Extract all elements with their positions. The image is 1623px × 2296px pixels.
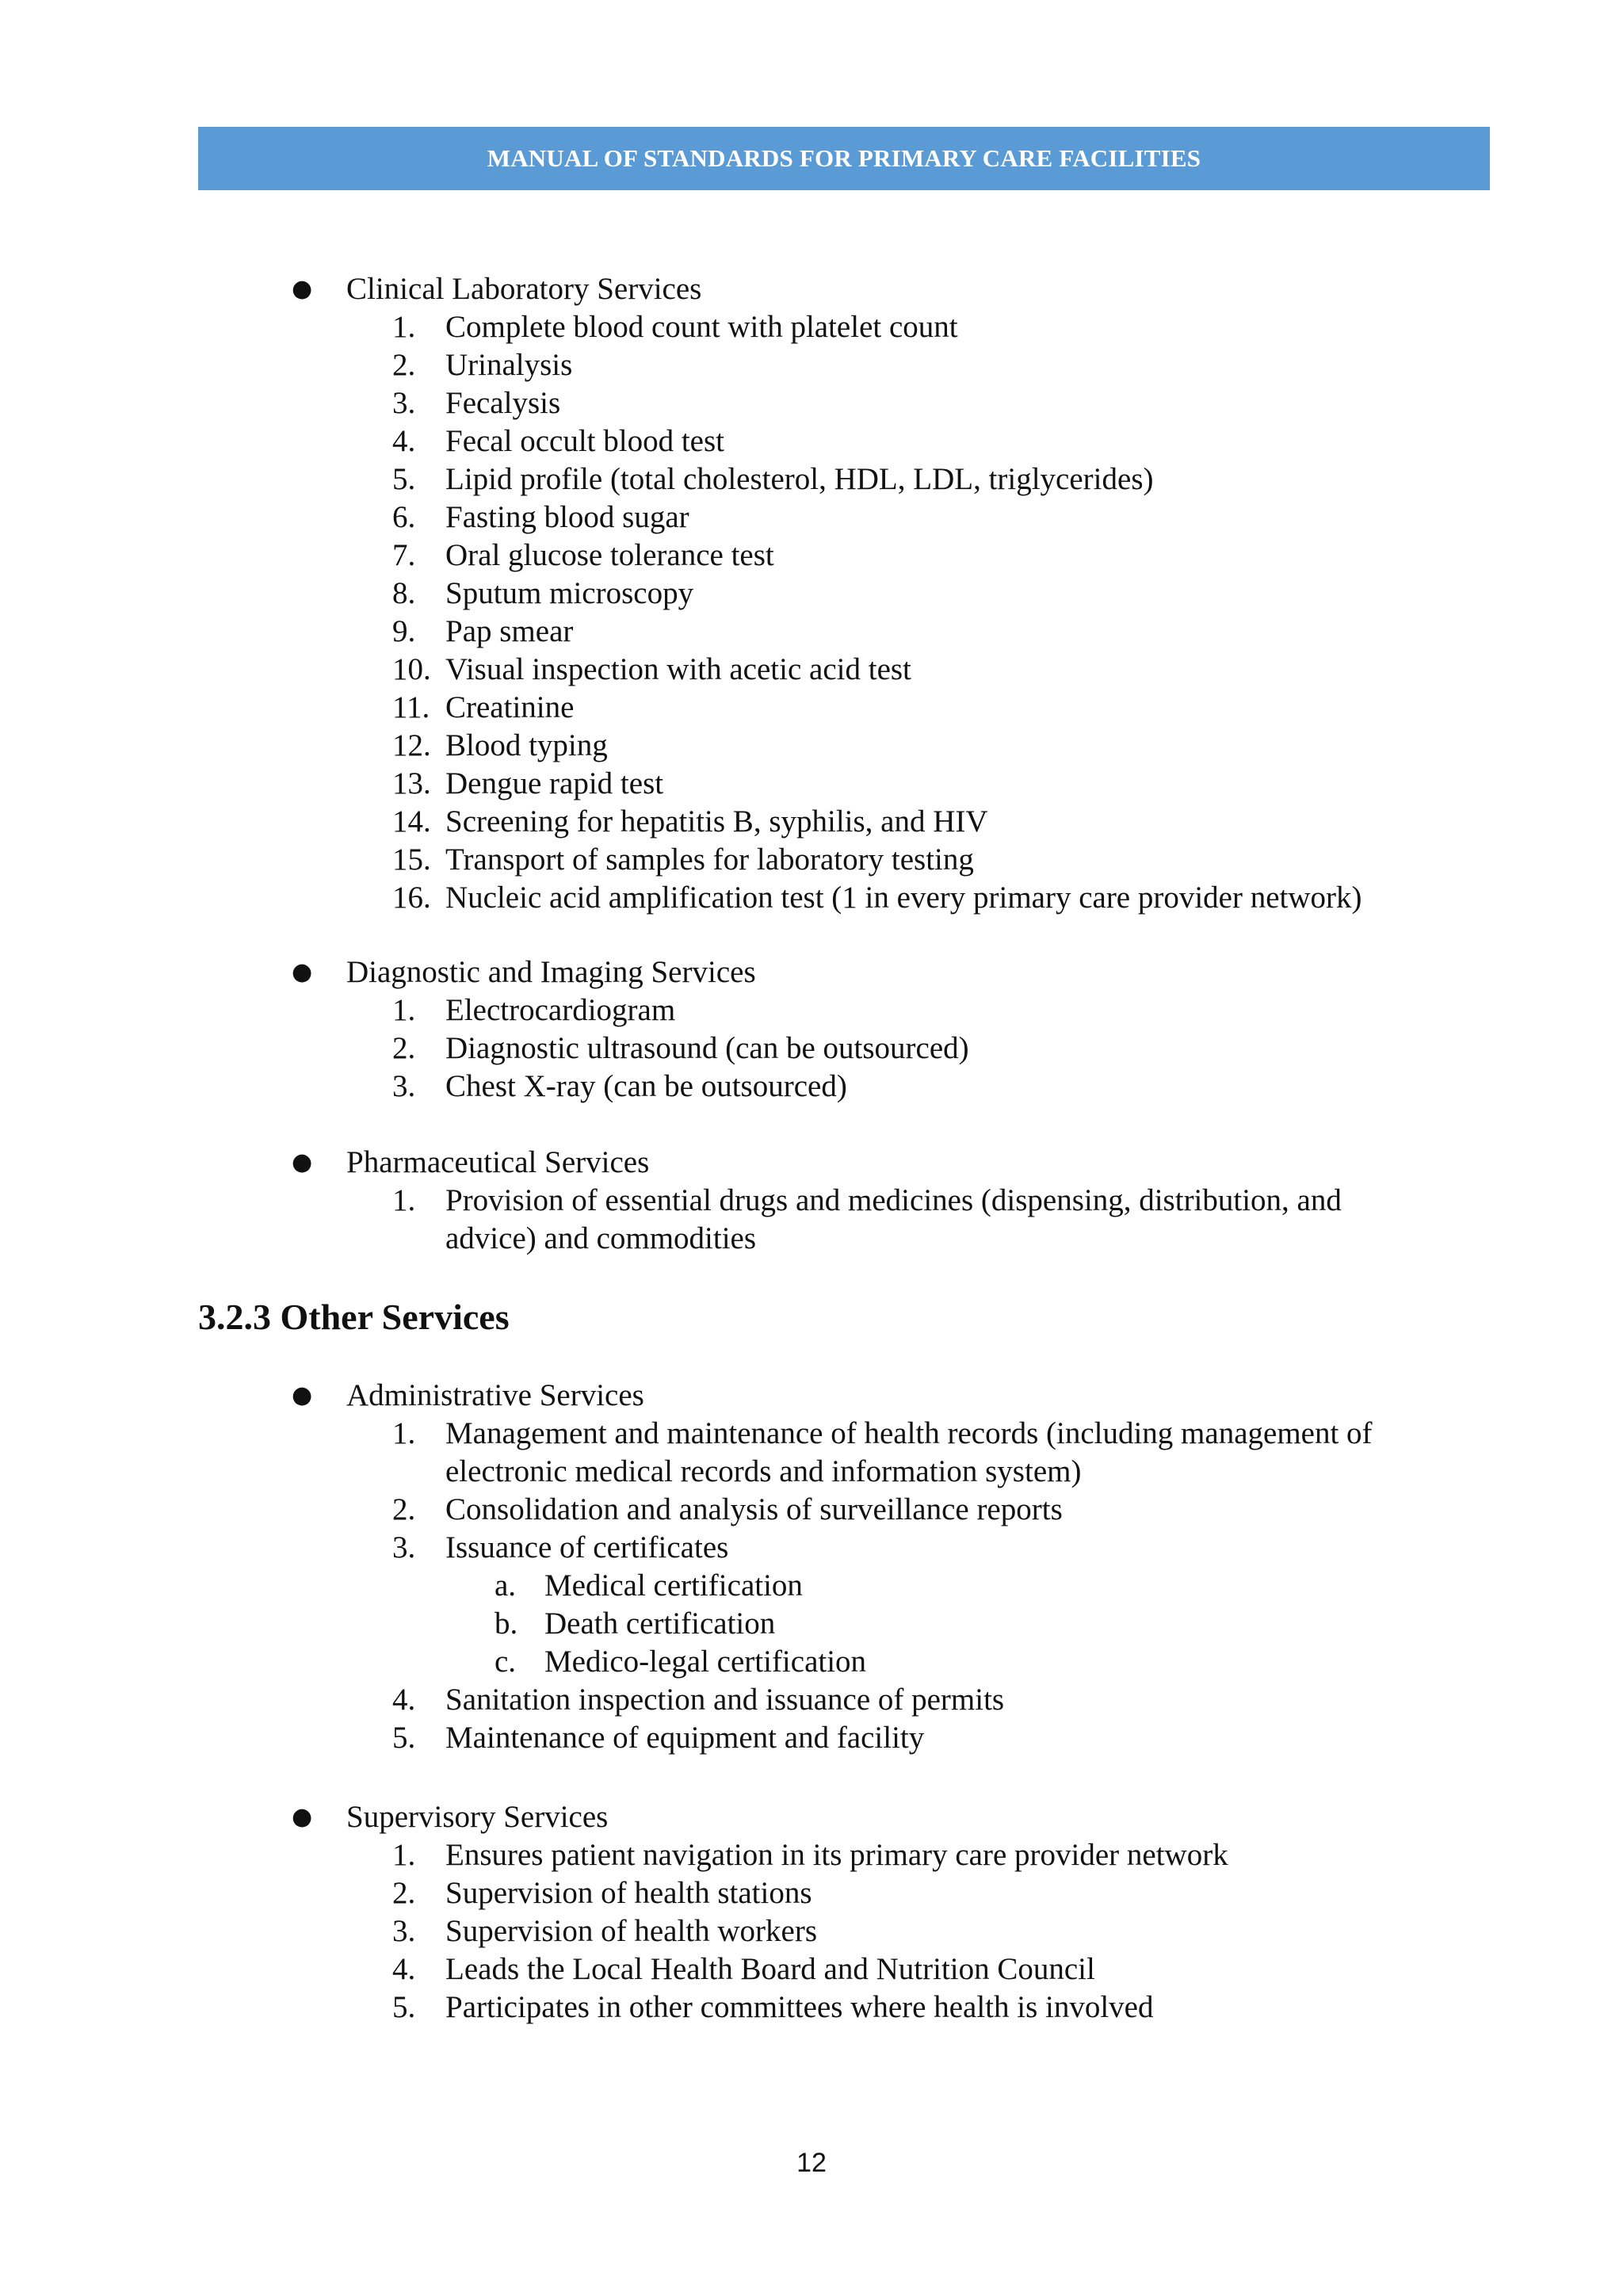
item-number: 1. bbox=[392, 993, 416, 1027]
section-title: Administrative Services bbox=[346, 1378, 644, 1412]
item-text: Urinalysis bbox=[445, 348, 573, 382]
item-text: Visual inspection with acetic acid test bbox=[445, 652, 911, 686]
item-number: 2. bbox=[392, 1031, 416, 1065]
item-text: Fasting blood sugar bbox=[445, 500, 689, 534]
item-text: Screening for hepatitis B, syphilis, and HIV bbox=[445, 804, 988, 839]
section-title: Pharmaceutical Services bbox=[346, 1145, 650, 1179]
sub-list-item bbox=[0, 1643, 1623, 1681]
item-text: Supervision of health workers bbox=[445, 1914, 817, 1948]
list-item bbox=[0, 1988, 1623, 2027]
list-item bbox=[0, 308, 1623, 346]
item-text: Blood typing bbox=[445, 728, 608, 762]
item-text: Creatinine bbox=[445, 690, 575, 724]
item-number: 4. bbox=[392, 1683, 416, 1717]
sub-item-letter: c. bbox=[495, 1645, 517, 1679]
list-item bbox=[0, 537, 1623, 575]
item-number: 5. bbox=[392, 1721, 416, 1755]
list-item bbox=[0, 499, 1623, 537]
item-number: 3. bbox=[392, 1069, 416, 1103]
item-number: 13. bbox=[392, 766, 431, 800]
list-item bbox=[0, 384, 1623, 422]
item-text: Participates in other committees where health is involved bbox=[445, 1990, 1154, 2024]
list-item bbox=[0, 689, 1623, 727]
item-text: Dengue rapid test bbox=[445, 766, 664, 800]
document-header bbox=[198, 127, 1490, 190]
item-number: 4. bbox=[392, 1952, 416, 1986]
sub-item-letter: a. bbox=[495, 1568, 517, 1603]
section-title: Clinical Laboratory Services bbox=[346, 272, 702, 306]
section-heading: 3.2.3 Other Services bbox=[198, 1297, 510, 1337]
bullet-icon: ● bbox=[292, 958, 313, 986]
list-item bbox=[0, 1912, 1623, 1950]
bullet-heading bbox=[0, 270, 1623, 308]
item-text: Pap smear bbox=[445, 614, 574, 648]
item-number: 14. bbox=[392, 804, 431, 839]
item-text: Fecalysis bbox=[445, 386, 561, 420]
item-text: Ensures patient navigation in its primary care provider network bbox=[445, 1838, 1228, 1872]
sub-list-item bbox=[0, 1567, 1623, 1605]
list-item bbox=[0, 1030, 1623, 1068]
list-item bbox=[0, 765, 1623, 803]
item-number: 3. bbox=[392, 1530, 416, 1564]
bullet-heading bbox=[0, 1144, 1623, 1182]
numbered-list bbox=[0, 308, 1623, 917]
list-item bbox=[0, 1950, 1623, 1988]
list-item bbox=[0, 1415, 1623, 1453]
item-text: Management and maintenance of health records (including management of bbox=[445, 1416, 1373, 1450]
list-item bbox=[0, 727, 1623, 765]
item-text: Maintenance of equipment and facility bbox=[445, 1721, 925, 1755]
item-number: 9. bbox=[392, 614, 416, 648]
bullet-icon: ● bbox=[292, 275, 313, 303]
item-number: 3. bbox=[392, 386, 416, 420]
item-number: 6. bbox=[392, 500, 416, 534]
list-item bbox=[0, 1182, 1623, 1220]
item-text: Oral glucose tolerance test bbox=[445, 538, 774, 572]
item-number: 5. bbox=[392, 1990, 416, 2024]
list-item bbox=[0, 346, 1623, 384]
list-item bbox=[0, 651, 1623, 689]
item-number: 1. bbox=[392, 1183, 416, 1217]
item-number: 16. bbox=[392, 881, 431, 915]
list-item bbox=[0, 841, 1623, 879]
item-text: Leads the Local Health Board and Nutrition Council bbox=[445, 1952, 1095, 1986]
item-number: 10. bbox=[392, 652, 431, 686]
item-text: Issuance of certificates bbox=[445, 1530, 729, 1564]
list-item bbox=[0, 1068, 1623, 1106]
item-number: 15. bbox=[392, 842, 431, 877]
section-title: Supervisory Services bbox=[346, 1800, 609, 1834]
item-text: Consolidation and analysis of surveillance reports bbox=[445, 1492, 1063, 1526]
section-pharmaceutical bbox=[0, 1144, 1623, 1258]
bullet-heading bbox=[0, 1798, 1623, 1836]
list-item bbox=[0, 1681, 1623, 1719]
item-number: 8. bbox=[392, 576, 416, 610]
list-item bbox=[0, 613, 1623, 651]
sub-item-letter: b. bbox=[495, 1606, 518, 1641]
numbered-list bbox=[0, 1836, 1623, 2027]
item-text: Lipid profile (total cholesterol, HDL, LDL, triglycerides) bbox=[445, 462, 1154, 496]
sub-item-text: Death certification bbox=[544, 1606, 776, 1641]
section-clinical-laboratory bbox=[0, 270, 1623, 917]
bullet-icon: ● bbox=[292, 1803, 313, 1831]
item-number: 7. bbox=[392, 538, 416, 572]
item-number: 2. bbox=[392, 1492, 416, 1526]
item-text: Provision of essential drugs and medicines (dispensing, distribution, and bbox=[445, 1183, 1342, 1217]
item-number: 1. bbox=[392, 1416, 416, 1450]
item-text: Complete blood count with platelet count bbox=[445, 310, 958, 344]
sub-item-text: Medical certification bbox=[544, 1568, 803, 1603]
item-text: Transport of samples for laboratory testing bbox=[445, 842, 974, 877]
list-item bbox=[0, 803, 1623, 841]
item-text: Sanitation inspection and issuance of permits bbox=[445, 1683, 1005, 1717]
bullet-heading bbox=[0, 953, 1623, 991]
sub-list-item bbox=[0, 1605, 1623, 1643]
item-text: advice) and commodities bbox=[445, 1221, 757, 1255]
list-item bbox=[0, 460, 1623, 499]
bullet-icon: ● bbox=[292, 1381, 313, 1409]
item-number: 3. bbox=[392, 1914, 416, 1948]
item-number: 2. bbox=[392, 1876, 416, 1910]
list-item bbox=[0, 879, 1623, 917]
section-diagnostic-imaging bbox=[0, 953, 1623, 1106]
list-item bbox=[0, 1529, 1623, 1567]
item-number: 12. bbox=[392, 728, 431, 762]
section-title: Diagnostic and Imaging Services bbox=[346, 955, 756, 989]
item-number: 5. bbox=[392, 462, 416, 496]
section-administrative bbox=[0, 1377, 1623, 1757]
section-supervisory bbox=[0, 1798, 1623, 2027]
item-text: Sputum microscopy bbox=[445, 576, 694, 610]
list-item bbox=[0, 1719, 1623, 1757]
list-item bbox=[0, 1874, 1623, 1912]
list-item bbox=[0, 1491, 1623, 1529]
item-text: electronic medical records and information system) bbox=[445, 1454, 1082, 1488]
numbered-list bbox=[0, 991, 1623, 1106]
bullet-heading bbox=[0, 1377, 1623, 1415]
item-number: 1. bbox=[392, 1838, 416, 1872]
item-text: Diagnostic ultrasound (can be outsourced) bbox=[445, 1031, 969, 1065]
item-text: Nucleic acid amplification test (1 in every primary care provider network) bbox=[445, 881, 1362, 915]
header-title: MANUAL OF STANDARDS FOR PRIMARY CARE FACILITIES bbox=[487, 144, 1201, 172]
list-item-continuation bbox=[0, 1453, 1623, 1491]
list-item bbox=[0, 1836, 1623, 1874]
item-number: 4. bbox=[392, 424, 416, 458]
list-item bbox=[0, 422, 1623, 460]
page-number: 12 bbox=[796, 2148, 827, 2178]
bullet-icon: ● bbox=[292, 1148, 313, 1176]
item-text: Fecal occult blood test bbox=[445, 424, 724, 458]
list-item bbox=[0, 575, 1623, 613]
list-item-continuation bbox=[0, 1220, 1623, 1258]
item-number: 11. bbox=[392, 690, 430, 724]
sub-item-text: Medico-legal certification bbox=[544, 1645, 867, 1679]
item-number: 2. bbox=[392, 348, 416, 382]
item-text: Electrocardiogram bbox=[445, 993, 676, 1027]
item-text: Supervision of health stations bbox=[445, 1876, 812, 1910]
list-item bbox=[0, 991, 1623, 1030]
item-number: 1. bbox=[392, 310, 416, 344]
item-text: Chest X-ray (can be outsourced) bbox=[445, 1069, 847, 1103]
